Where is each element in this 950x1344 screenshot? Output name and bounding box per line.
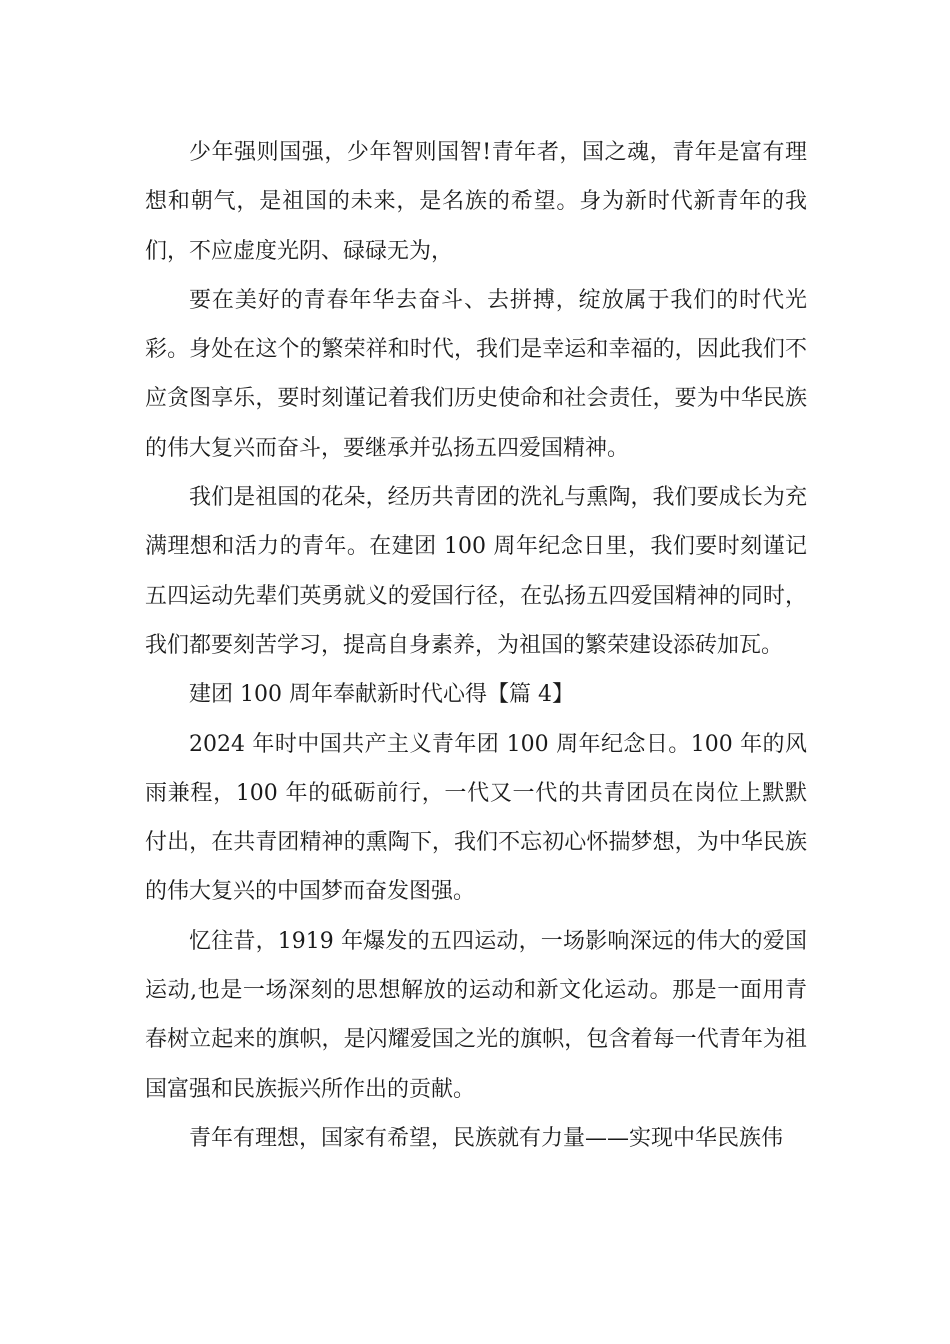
section-heading: 建团 100 周年奉献新时代心得【篇 4】 [189, 682, 574, 708]
paragraph-2: 要在美好的青春年华去奋斗、去拼搏，绽放属于我们的时代光彩。身处在这个的繁荣祥和时代，我们是幸运和幸福的，因此我们不应贪图享乐，要时刻谨记着我们历史使命和社会责任，要为中华民族的伟大复兴而奋斗，要继承并弘扬五四爱国精神。 [145, 287, 807, 461]
paragraph-5: 忆往昔，1919 年爆发的五四运动，一场影响深远的伟大的爱国运动,也是一场深刻的思想解放的运动和新文化运动。那是一面用青春树立起来的旗帜，是闪耀爱国之光的旗帜，包含着每一代青年为祖国富强和民族振兴所作出的贡献。 [145, 928, 807, 1102]
document-body [145, 128, 807, 1163]
paragraph-1: 少年强则国强，少年智则国智!青年者，国之魂，青年是富有理想和朝气，是祖国的未来，是名族的希望。身为新时代新青年的我们，不应虚度光阴、碌碌无为， [145, 140, 807, 264]
paragraph-6: 青年有理想，国家有希望，民族就有力量——实现中华民族伟 [189, 1125, 784, 1151]
paragraph-4: 2024 年时中国共产主义青年团 100 周年纪念日。100 年的风雨兼程，100 年的砥砺前行，一代又一代的共青团员在岗位上默默付出，在共青团精神的熏陶下，我们不忘初心怀揣梦想，为中华民族的伟大复兴的中国梦而奋发图强。 [145, 731, 807, 905]
paragraph-3: 我们是祖国的花朵，经历共青团的洗礼与熏陶，我们要成长为充满理想和活力的青年。在建团 100 周年纪念日里，我们要时刻谨记五四运动先辈们英勇就义的爱国行径，在弘扬五四爱国精神的同时，我们都要刻苦学习，提高自身素养，为祖国的繁荣建设添砖加瓦。 [145, 485, 807, 658]
